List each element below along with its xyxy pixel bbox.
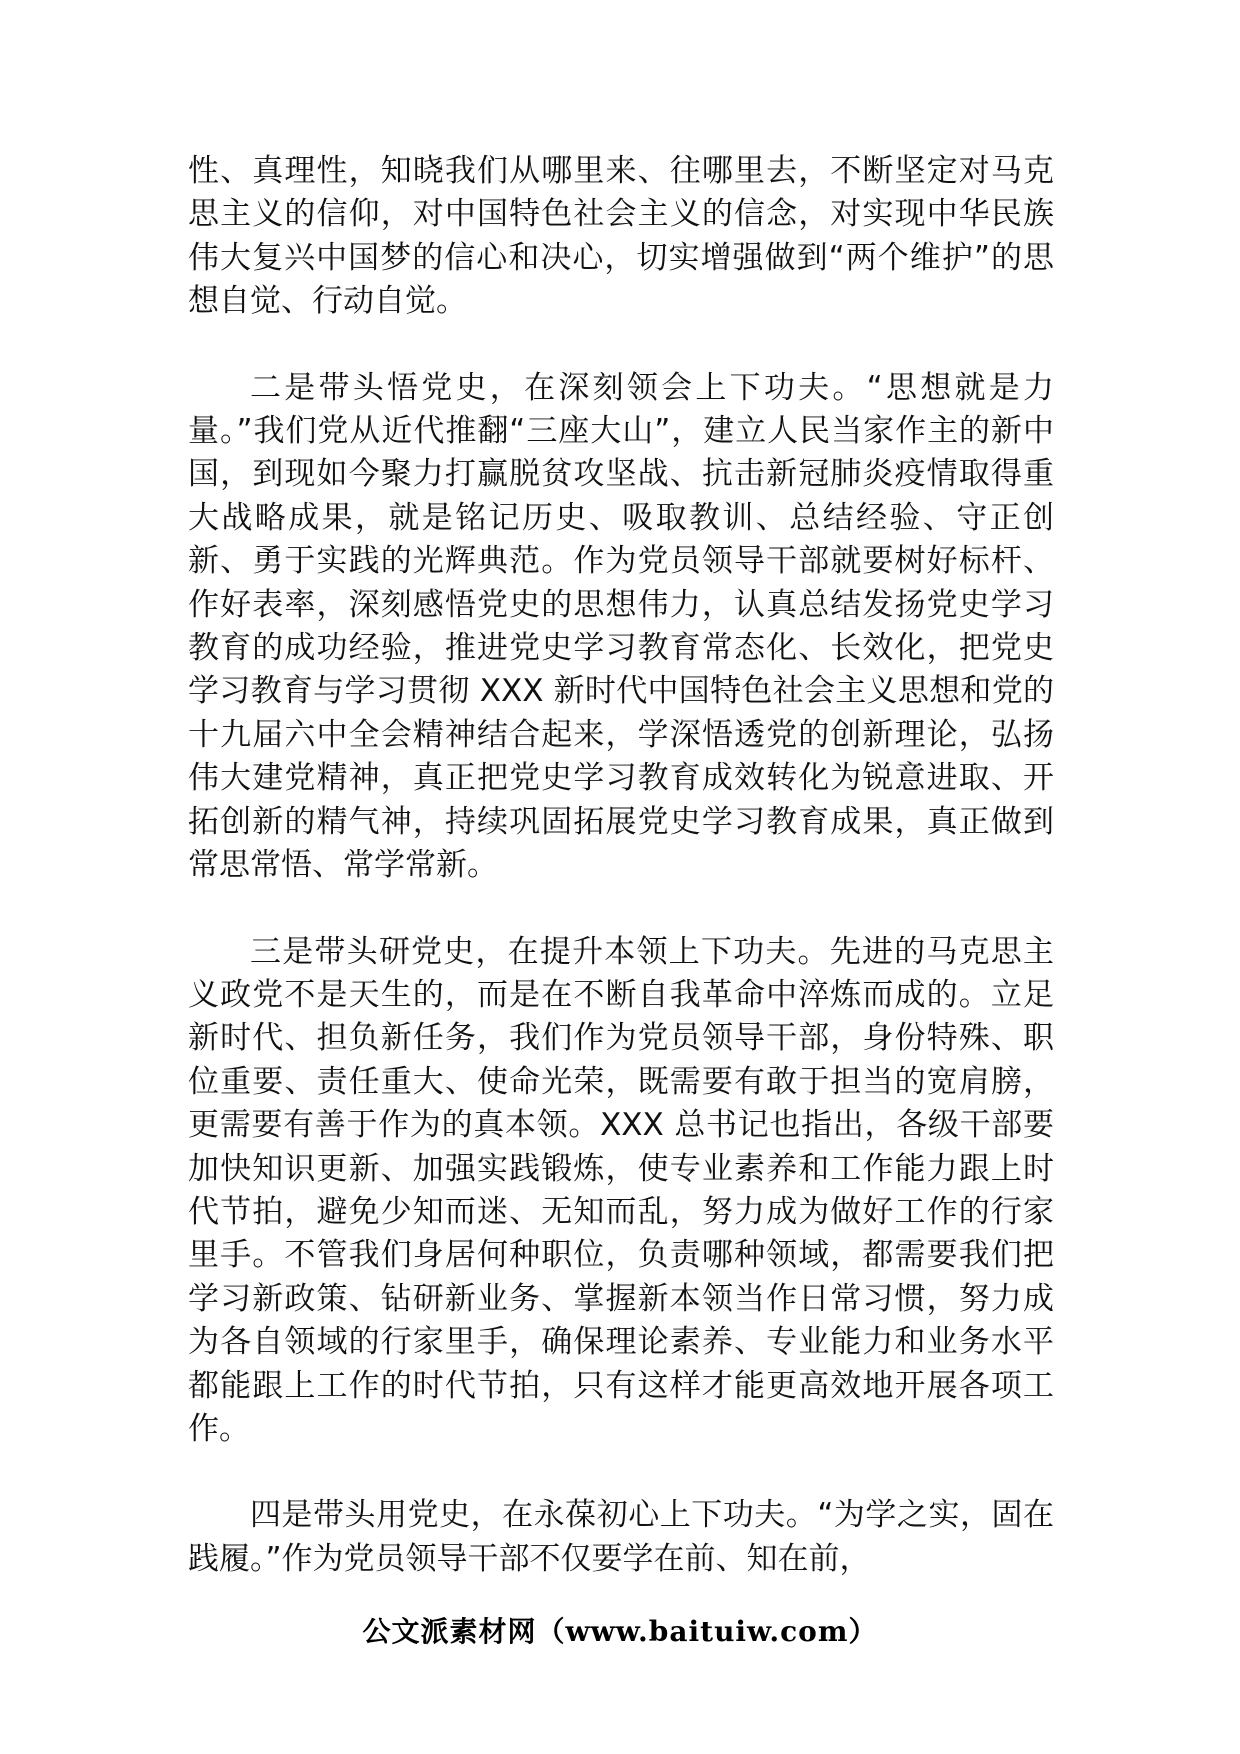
paragraph-point-four: 四是带头用党史，在永葆初心上下功夫。“为学之实，固在践履。”作为党员领导干部不仅要学在前、知在前， <box>188 1497 1054 1577</box>
paragraph-point-three: 三是带头研党史，在提升本领上下功夫。先进的马克思主义政党不是天生的，而是在不断自我革命中淬炼而成的。立足新时代、担负新任务，我们作为党员领导干部，身份特殊、职位重要、责任重大、使命光荣，既需要有敢于担当的宽肩膀，更需要有善于作为的真本领。XXX 总书记也指出，各级干部要加快知识更新、加强实践锻炼，使专业素养和工作能力跟上时代节拍，避免少知而迷、无知而乱，努力成为做好工作的行家里手。不管我们身居何种职位，负责哪种领域，都需要我们把学习新政策、钻研新业务、掌握新本领当作日常习惯，努力成为各自领域的行家里手，确保理论素养、专业能力和业务水平都能跟上工作的时代节拍，只有这样才能更高效地开展各项工作。 <box>188 933 1054 1447</box>
paragraph-continued: 性、真理性，知晓我们从哪里来、往哪里去，不断坚定对马克思主义的信仰，对中国特色社会主义的信念，对实现中华民族伟大复兴中国梦的信心和决心，切实增强做到“两个维护”的思想自觉、行动自觉。 <box>188 153 1054 320</box>
document-body <box>188 150 1054 1624</box>
paragraph-point-two: 二是带头悟党史，在深刻领会上下功夫。“思想就是力量。”我们党从近代推翻“三座大山”，建立人民当家作主的新中国，到现如今聚力打赢脱贫攻坚战、抗击新冠肺炎疫情取得重大战略成果，就是铭记历史、吸取教训、总结经验、守正创新、勇于实践的光辉典范。作为党员领导干部就要树好标杆、作好表率，深刻感悟党史的思想伟力，认真总结发扬党史学习教育的成功经验，推进党史学习教育常态化、长效化，把党史学习教育与学习贯彻 XXX 新时代中国特色社会主义思想和党的十九届六中全会精神结合起来，学深悟透党的创新理论，弘扬伟大建党精神，真正把党史学习教育成效转化为锐意进取、开拓创新的精气神，持续巩固拓展党史学习教育成果，真正做到常思常悟、常学常新。 <box>188 369 1054 884</box>
page-footer-watermark: 公文派素材网（www.baituiw.com） <box>362 1615 878 1648</box>
